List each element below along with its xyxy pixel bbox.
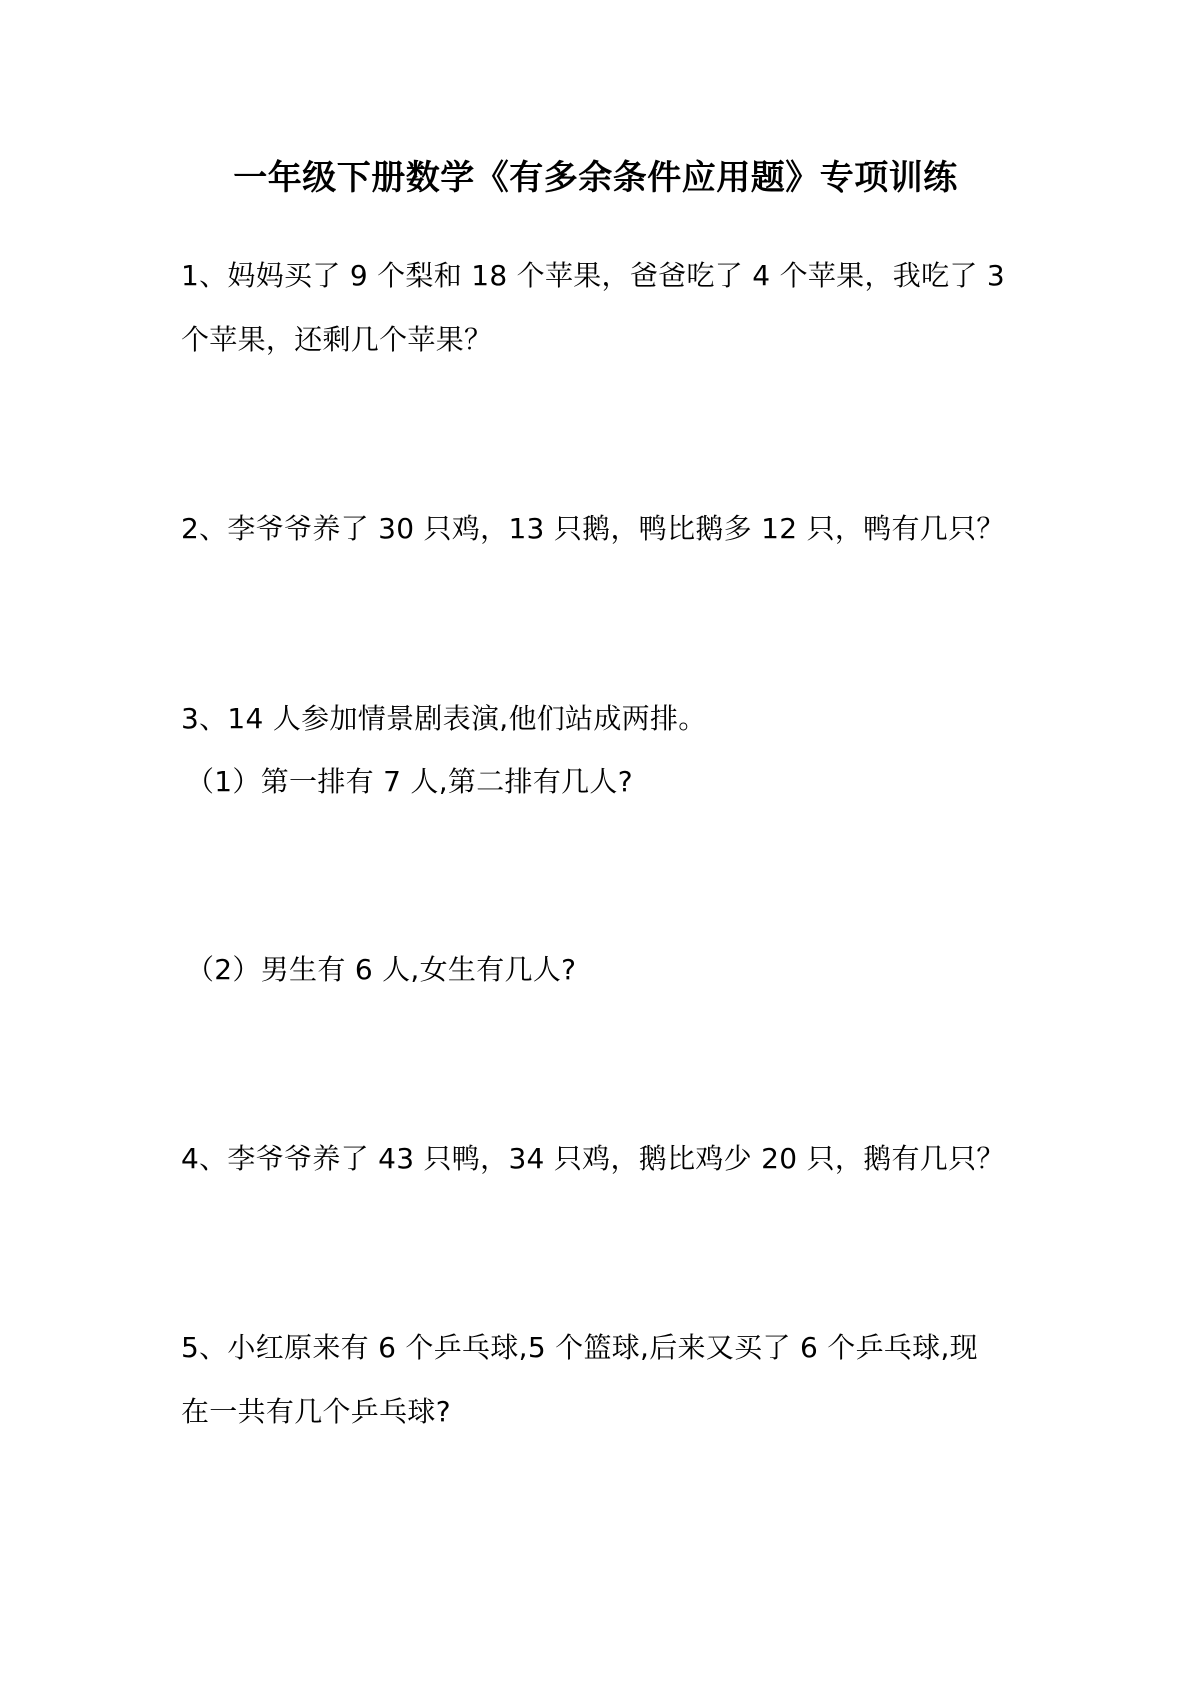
question-2: 2、李爷爷养了 30 只鸡，13 只鹅，鸭比鹅多 12 只，鸭有几只？: [181, 512, 1005, 545]
question-3-sub-1: （1）第一排有 7 人,第二排有几人?: [186, 765, 633, 798]
page-title: 一年级下册数学《有多余条件应用题》专项训练: [233, 158, 958, 198]
question-5-line-1: 5、小红原来有 6 个乒乓球,5 个篮球,后来又买了 6 个乒乓球,现: [181, 1331, 978, 1364]
question-5-line-2: 在一共有几个乒乓球?: [181, 1395, 451, 1428]
question-1-line-1: 1、妈妈买了 9 个梨和 18 个苹果，爸爸吃了 4 个苹果，我吃了 3: [181, 259, 1005, 292]
question-3: 3、14 人参加情景剧表演,他们站成两排。: [181, 702, 707, 735]
question-4: 4、李爷爷养了 43 只鸭，34 只鸡，鹅比鸡少 20 只，鹅有几只？: [181, 1142, 1005, 1175]
question-3-sub-2: （2）男生有 6 人,女生有几人?: [186, 953, 577, 986]
question-1-line-2: 个苹果，还剩几个苹果？: [181, 323, 493, 356]
